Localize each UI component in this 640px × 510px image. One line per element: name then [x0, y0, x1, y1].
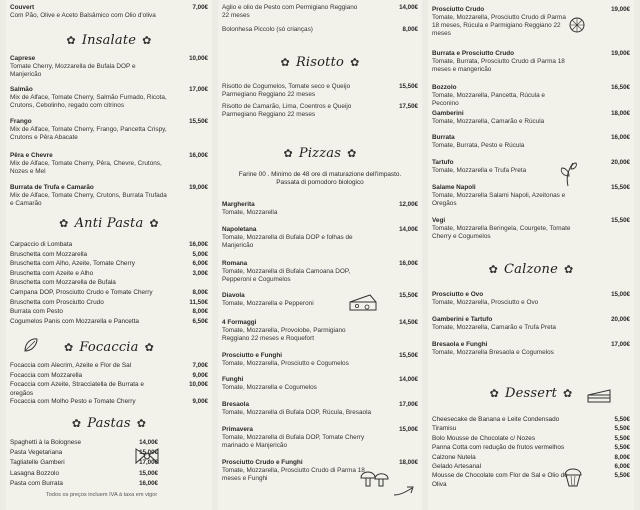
flourish-icon: ✿ — [280, 56, 290, 69]
item-desc: Tomate, Mozzarella di Bufala DOP e folhas de Manjericão — [222, 234, 353, 249]
item-price: 15,50€ — [611, 217, 630, 224]
item-desc: Tomate, Mozzarella di Bufala DOP, Tomate Cherry marinado e Manjericão — [222, 434, 365, 449]
menu-item — [222, 319, 418, 343]
item-price: 14,00€ — [399, 376, 418, 383]
menu-item — [222, 426, 418, 450]
item-name: Caprese — [10, 55, 36, 62]
item-desc: Tomate, Mozzarella, Prosciutto Crudo di Parma 18 meses, Rúcula e Parmigiano Reggiano 22 meses — [432, 14, 566, 37]
item-price: 6,50€ — [192, 317, 208, 325]
menu-item — [10, 152, 208, 176]
item-name: Gamberini — [432, 110, 464, 117]
menu-column-right — [428, 0, 634, 510]
item-name: Bruschetta com Azeite e Alho — [10, 269, 94, 277]
menu-item — [432, 341, 630, 357]
item-name: 4 Formaggi — [222, 319, 257, 326]
item-name: Funghi — [222, 376, 244, 383]
item-name: Couvert — [10, 4, 35, 11]
menu-item — [10, 308, 208, 318]
menu-item — [432, 291, 630, 307]
item-name: Mousse de Chocolate com Flor de Sal e Olio de Oliva — [432, 472, 568, 488]
item-price: 15,00€ — [399, 426, 418, 433]
item-name: Panna Cotta com redução de frutos vermelhos — [432, 444, 565, 452]
menu-item — [432, 472, 630, 489]
item-desc: Mix de Alface, Tomate Cherry, Salmão Fumado, Ricota, Crutons, Cebolinho, regado com citrinos — [10, 94, 167, 109]
flourish-icon: ✿ — [283, 147, 293, 160]
item-desc: Mix de Alface, Tomate Cherry, Pêra, Chevre, Crutons, Nozes e Mel — [10, 160, 162, 175]
item-price: 16,00€ — [611, 134, 630, 141]
item-desc: Tomate, Burrata, Prosciutto Crudo di Parma 18 meses e mangericão — [432, 58, 565, 73]
item-name: Cogumelos Panis com Mozzarella e Pancetta — [10, 317, 139, 325]
item-name: Gelado Artesanal — [432, 462, 482, 470]
item-price: 11,50€ — [189, 298, 208, 306]
section-title-risotto: ✿ Risotto ✿ — [280, 55, 360, 70]
menu-item — [10, 118, 208, 142]
section-title-focaccia: ✿ Focaccia ✿ — [63, 340, 155, 355]
item-price: 9,00€ — [192, 398, 208, 406]
item-name: Burrata e Prosciutto Crudo — [432, 50, 515, 57]
item-name: Burrata com Pesto — [10, 308, 63, 316]
item-price: 15,50€ — [399, 352, 418, 359]
item-name: Bruschetta com Mozzarella — [10, 250, 88, 258]
item-name: Salame Napoli — [432, 184, 476, 191]
item-name: Prosciutto Crudo — [432, 6, 485, 13]
item-price: 16,00€ — [189, 152, 208, 159]
menu-item-couvert — [10, 4, 208, 20]
item-price: 19,00€ — [611, 50, 630, 57]
item-name: Bozzolo — [432, 84, 457, 91]
item-desc: Tomate, Burrata, Pesto e Rúcula — [432, 142, 525, 149]
menu-item — [432, 217, 630, 241]
flourish-icon: ✿ — [71, 417, 82, 430]
menu-item — [222, 401, 418, 417]
item-name: Aglio e olio de Pesto com Permigiano Reggiano 22 meses — [222, 4, 358, 19]
menu-item — [222, 352, 418, 368]
menu-item — [10, 372, 208, 382]
item-price: 20,00€ — [611, 316, 630, 323]
leaf-icon — [22, 336, 40, 354]
item-name: Bresaola — [222, 401, 249, 408]
item-name: Bruschetta com Mozzarella de Bufala — [10, 279, 116, 287]
item-desc: Tomate, Mozzarella, Pancetta, Rúcula e Peconino — [432, 92, 545, 107]
item-name: Focaccia com Azeite, Stracciatella de Burrata e oregãos — [10, 381, 144, 397]
menu-item — [10, 270, 208, 280]
item-desc: Com Pão, Olive e Aceto Balsâmico com Olio d'oliva — [10, 12, 156, 19]
item-name: Bolo Mousse de Chocolate c/ Nozes — [432, 434, 536, 442]
menu-item — [10, 449, 158, 459]
flourish-icon: ✿ — [350, 56, 360, 69]
item-price: 18,00€ — [399, 459, 418, 466]
flourish-icon: ✿ — [489, 387, 499, 400]
item-name: Campana DOP, Prosciutto Crudo e Tomate Cherry — [10, 288, 153, 296]
menu-item — [10, 398, 208, 408]
item-name: Diavola — [222, 292, 245, 299]
item-price: 15,00€ — [611, 291, 630, 298]
menu-item — [10, 439, 158, 449]
menu-item — [222, 26, 418, 34]
menu-item — [222, 201, 418, 217]
menu-column-left — [6, 0, 212, 510]
menu-item — [10, 251, 208, 261]
menu-item — [432, 50, 630, 74]
item-name: Bruschetta com Prosciutto Crudo — [10, 298, 104, 306]
menu-item — [222, 83, 418, 99]
item-price: 5,00€ — [192, 250, 208, 258]
item-price: 17,50€ — [399, 103, 418, 110]
menu-item — [432, 84, 630, 108]
flourish-icon: ✿ — [63, 341, 74, 354]
menu-column-middle — [218, 0, 422, 510]
item-desc: Tomate, Mozzarella di Bufala Camoana DOP, Pepperoni e Cogumelos — [222, 268, 351, 283]
flourish-icon: ✿ — [66, 34, 76, 47]
item-desc: Tomate, Mozzarella e Trufa Preta — [432, 167, 527, 174]
menu-item — [10, 184, 208, 208]
flourish-icon: ✿ — [347, 147, 357, 160]
item-name: Spaghetti à la Bolognese — [10, 439, 82, 446]
menu-item — [222, 260, 418, 284]
item-price: 5,50€ — [614, 416, 630, 423]
item-desc: Tomate, Mozzarella — [222, 209, 278, 216]
item-name: Tagliatelle Gamberi — [10, 459, 65, 467]
item-price: 15,50€ — [399, 292, 418, 299]
item-price: 20,00€ — [611, 159, 630, 166]
menu-item — [10, 362, 208, 372]
item-price: 15,00€ — [139, 449, 158, 457]
item-price: 8,00€ — [614, 453, 630, 461]
item-price: 3,00€ — [192, 269, 208, 277]
tax-note: Todos os preços incluem IVA à taxa em vigor — [46, 492, 158, 498]
menu-item — [432, 425, 630, 434]
item-price: 17,00€ — [139, 459, 158, 467]
menu-item — [432, 159, 630, 175]
item-price: 10,00€ — [189, 381, 208, 388]
item-name: Bolonhesa Piccolo (só crianças) — [222, 26, 313, 33]
item-price: 17,00€ — [611, 341, 630, 348]
item-price: 16,00€ — [399, 260, 418, 267]
item-name: Focaccia com Alecrim, Azeite e Flor de Sal — [10, 362, 132, 369]
item-price: 5,50€ — [614, 434, 630, 442]
item-name: Risotto de Camarão, Lima, Coentros e Queijo Parmegiano Reggiano 22 meses — [222, 103, 352, 118]
flourish-icon: ✿ — [564, 263, 574, 276]
item-desc: Tomate, Mozzarella e Cogumelos — [222, 384, 317, 391]
menu-item — [222, 376, 418, 392]
item-price: 8,00€ — [192, 288, 208, 296]
menu-item — [432, 463, 630, 472]
item-price: 15,50€ — [611, 184, 630, 191]
item-desc: Tomate, Mozzarella di Bufala DOP, Rúcula, Bresaola — [222, 409, 372, 416]
item-name: Burrata de Trufa e Camarão — [10, 184, 94, 191]
item-name: Vegi — [432, 217, 446, 224]
item-desc: Tomate, Mozzarella Salami Napoli, Azeitonas e Oregãos — [432, 192, 566, 207]
menu-item — [432, 435, 630, 444]
item-desc: Tomate, Mozzarella, Prosciutto e Cogumelos — [222, 360, 349, 367]
item-name: Pasta Vegetariana — [10, 449, 63, 457]
menu-item — [10, 381, 208, 398]
flourish-icon: ✿ — [488, 263, 498, 276]
menu-item — [222, 4, 418, 20]
menu-item — [10, 55, 208, 79]
item-desc: Tomate, Mozzarella, Provolobe, Parmigiano Reggiano 22 meses e Roquefort — [222, 327, 346, 342]
menu-item — [10, 318, 208, 328]
menu-item — [222, 226, 418, 250]
menu-item — [10, 480, 158, 490]
menu-item — [10, 470, 158, 480]
item-name: Romana — [222, 260, 248, 267]
menu-item — [222, 459, 418, 483]
flourish-icon: ✿ — [149, 217, 159, 230]
flourish-icon: ✿ — [563, 387, 573, 400]
item-desc: Tomate, Mozzarella Bresaola e Cogumelos — [432, 349, 554, 356]
item-desc: Tomate, Mozzarella, Camarão e Trufa Preta — [432, 324, 556, 331]
item-name: Burrata — [432, 134, 455, 141]
menu-item — [432, 134, 630, 150]
item-desc: Tomate, Mozzarella, Prosciutto Crudo di Parma 18 meses e Funghi — [222, 467, 365, 482]
item-name: Calzone Nutela — [432, 453, 476, 461]
item-price: 17,00€ — [399, 401, 418, 408]
item-price: 14,00€ — [399, 4, 418, 11]
cake-slice-icon — [586, 386, 612, 406]
item-desc: Mix de Alface, Tomate Cherry, Crutons, Burrata Trufada e Camarão — [10, 192, 167, 207]
item-name: Tartufo — [432, 159, 454, 166]
item-price: 7,00€ — [192, 362, 208, 369]
menu-item — [432, 6, 630, 38]
item-price: 5,50€ — [614, 444, 630, 452]
item-name: Pasta com Burrata — [10, 479, 63, 487]
menu-item — [10, 279, 208, 289]
item-price: 15,50€ — [399, 83, 418, 90]
menu-item — [432, 184, 630, 208]
item-name: Margherita — [222, 201, 255, 208]
item-price: 16,00€ — [189, 241, 208, 248]
menu-item — [432, 110, 630, 126]
antipasta-list — [10, 241, 208, 327]
item-price: 19,00€ — [611, 6, 630, 13]
item-name: Cheesecake de Banana e Leite Condensado — [432, 416, 560, 423]
item-price: 14,00€ — [139, 439, 158, 446]
item-desc: Tomate, Mozzarella, Camarão e Rúcula — [432, 118, 545, 125]
item-name: Focaccia com Molho Pesto e Tomate Cherry — [10, 398, 136, 406]
item-price: 9,00€ — [192, 371, 208, 379]
menu-item — [10, 241, 208, 251]
item-price: 16,00€ — [139, 479, 158, 487]
item-price: 5,50€ — [614, 472, 630, 480]
menu-item — [432, 316, 630, 332]
item-price: 8,00€ — [192, 308, 208, 316]
flourish-icon: ✿ — [142, 34, 152, 47]
flourish-icon: ✿ — [136, 417, 147, 430]
arrow-icon — [392, 484, 416, 498]
section-title-dessert: ✿ Dessert ✿ — [489, 386, 573, 401]
item-name: Carpaccio di Lombata — [10, 241, 73, 248]
item-name: Primavera — [222, 426, 253, 433]
item-name: Focaccia com Mozzarella — [10, 371, 83, 379]
menu-item — [10, 299, 208, 309]
item-price: 5,50€ — [614, 425, 630, 433]
menu-item — [432, 444, 630, 453]
menu-item — [10, 260, 208, 270]
item-price: 15,00€ — [139, 469, 158, 477]
item-name: Salmão — [10, 86, 33, 93]
item-price: 14,50€ — [399, 319, 418, 326]
item-name: Prosciutto e Funghi — [222, 352, 282, 359]
item-name: Gamberini e Tartufo — [432, 316, 493, 323]
section-title-pizzas: ✿ Pizzas ✿ — [283, 146, 357, 161]
item-name: Lasagna Bozzolo — [10, 469, 60, 477]
item-price: 14,00€ — [399, 226, 418, 233]
item-price: 7,00€ — [192, 4, 208, 11]
item-name: Risotto de Cogumelos, Tomate seco e Queijo Parmegiano Reggiano 22 meses — [222, 83, 351, 98]
pizza-intro: Farine 00 . Minimo de 48 ore di maturazione dell'impasto. Passata di pomodoro biologico — [238, 171, 402, 186]
item-name: Napoletana — [222, 226, 257, 233]
section-title-insalate: ✿ Insalate ✿ — [66, 33, 152, 48]
item-price: 10,00€ — [189, 55, 208, 62]
menu-item — [10, 86, 208, 110]
item-price: 6,00€ — [192, 260, 208, 268]
flourish-icon: ✿ — [59, 217, 69, 230]
item-name: Prosciutto Crudo e Funghi — [222, 459, 303, 466]
item-desc: Tomate, Mozzarella e Pepperoni — [222, 300, 314, 307]
menu-item — [10, 289, 208, 299]
item-name: Pêra e Chevre — [10, 152, 53, 159]
section-title-pastas: ✿ Pastas ✿ — [71, 416, 147, 431]
item-price: 15,50€ — [189, 118, 208, 125]
item-price: 6,00€ — [614, 462, 630, 470]
menu-item — [10, 459, 158, 469]
item-desc: Tomate, Mozzarella, Prosciutto e Ovo — [432, 299, 539, 306]
item-name: Prosciutto e Ovo — [432, 291, 484, 298]
menu-item — [432, 416, 630, 425]
menu-item — [222, 103, 418, 119]
item-price: 8,00€ — [402, 26, 418, 33]
item-name: Frango — [10, 118, 32, 125]
pastas-list — [10, 439, 158, 490]
item-name: Bresaola e Funghi — [432, 341, 488, 348]
item-price: 17,00€ — [189, 86, 208, 93]
section-title-calzone: ✿ Calzone ✿ — [488, 262, 574, 277]
item-price: 18,00€ — [611, 110, 630, 117]
menu-item — [432, 454, 630, 463]
item-price: 16,50€ — [611, 84, 630, 91]
menu-item — [222, 292, 418, 308]
item-price: 19,00€ — [189, 184, 208, 191]
flourish-icon: ✿ — [144, 341, 155, 354]
item-desc: Mix de Alface, Tomate Cherry, Frango, Pancetta Crispy, Crutons e Pêra Abacate — [10, 126, 167, 141]
item-name: Tiramisu — [432, 425, 457, 433]
dessert-list — [432, 416, 630, 490]
section-title-antipasta: ✿ Anti Pasta ✿ — [59, 216, 159, 231]
focaccia-list — [10, 362, 208, 408]
item-desc: Tomate Cherry, Mozzarella de Bufala DOP e Manjericão — [10, 63, 136, 78]
item-desc: Tomate, Mozzarella Beringela, Courgete, Tomate Cherry e Cogumelos — [432, 225, 571, 240]
item-name: Bruschetta com Alho, Azeite, Tomate Cherry — [10, 260, 135, 268]
item-price: 12,00€ — [399, 201, 418, 208]
